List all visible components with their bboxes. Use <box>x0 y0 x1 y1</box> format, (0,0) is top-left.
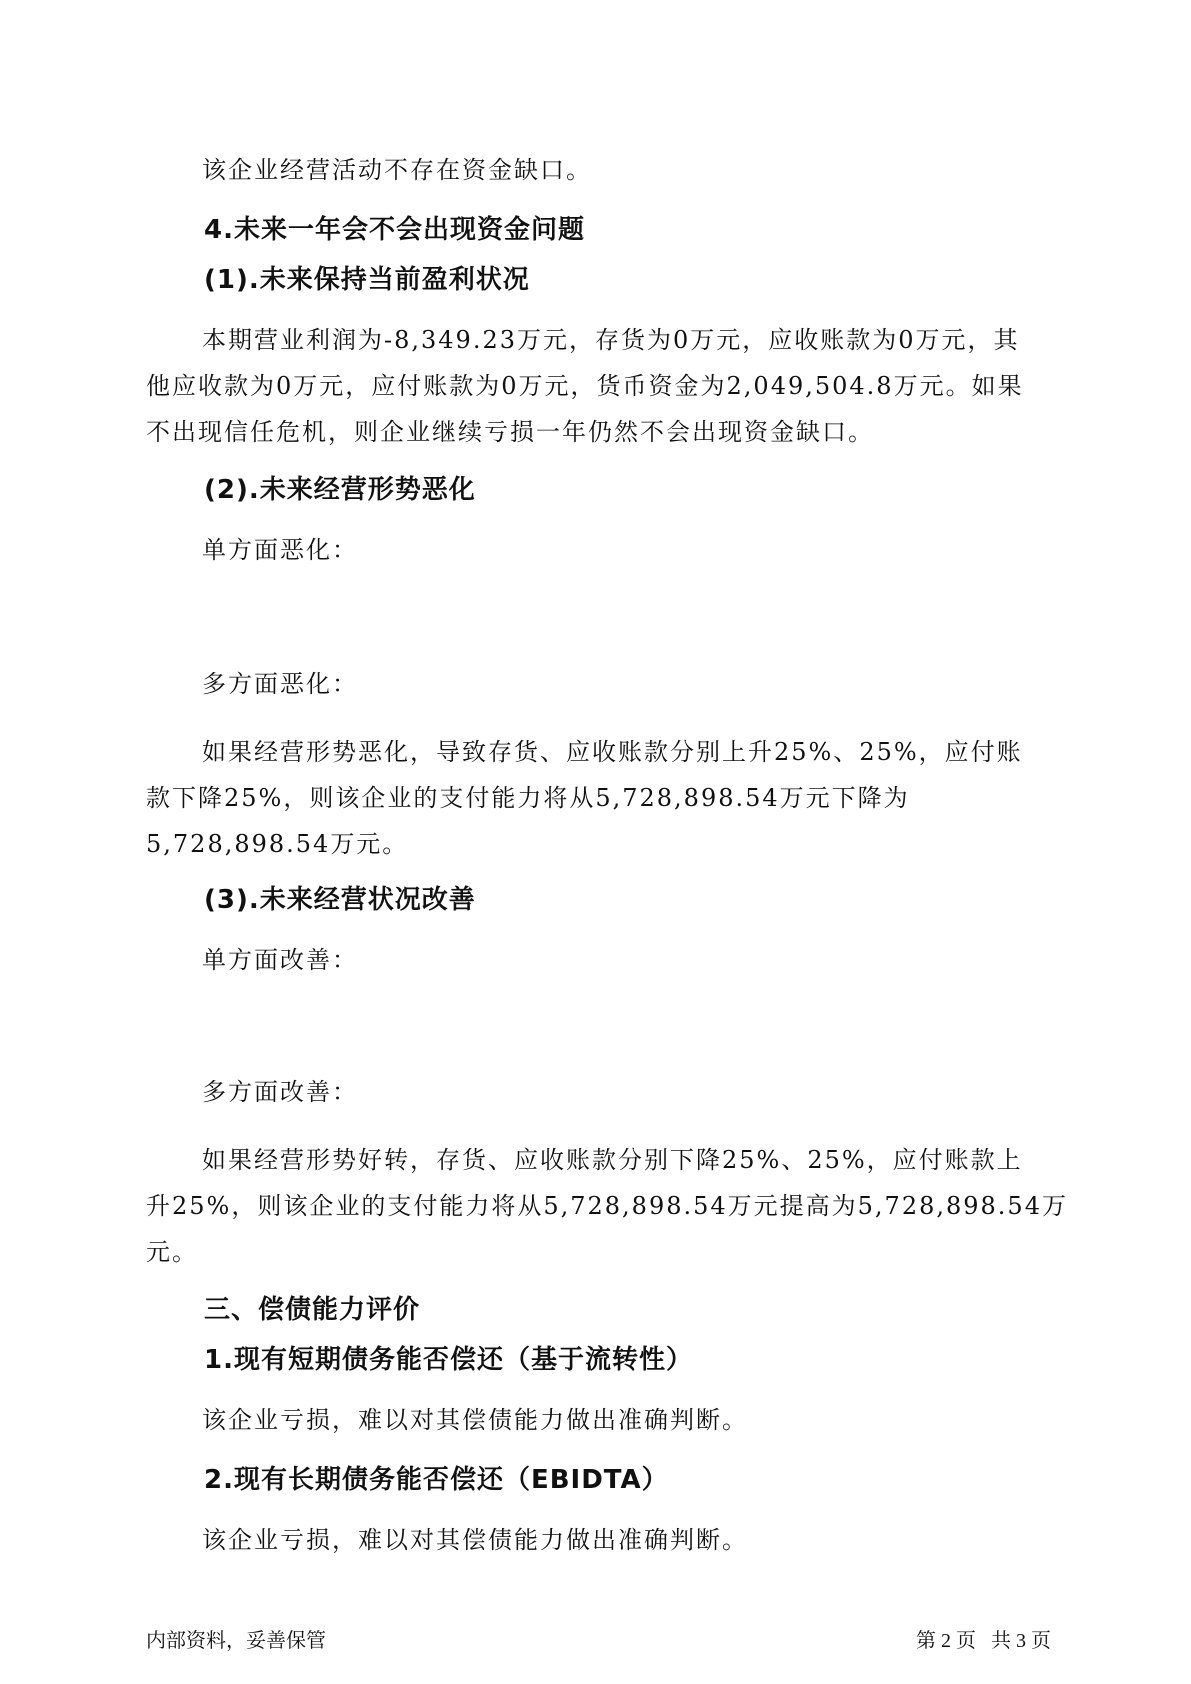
heading-future-funding-issue: 4.未来一年会不会出现资金问题 <box>204 215 585 245</box>
paragraph-deterioration-line-1: 如果经营形势恶化，导致存货、应收账款分别上升25%、25%，应付账 <box>202 738 1023 766</box>
paragraph-long-term-debt: 该企业亏损，难以对其偿债能力做出准确判断。 <box>202 1526 748 1554</box>
heading-solvency-evaluation: 三、偿债能力评价 <box>204 1295 421 1325</box>
footer-confidential-note: 内部资料，妥善保管 <box>146 1630 326 1652</box>
label-multi-deterioration: 多方面恶化： <box>202 670 358 698</box>
heading-long-term-debt: 2.现有长期债务能否偿还（EBIDTA） <box>204 1465 669 1495</box>
paragraph-improvement-line-3: 元。 <box>146 1238 198 1266</box>
paragraph-no-funding-gap: 该企业经营活动不存在资金缺口。 <box>202 156 592 184</box>
paragraph-deterioration-line-3: 5,728,898.54万元。 <box>146 830 409 858</box>
paragraph-improvement-line-2: 升25%，则该企业的支付能力将从5,728,898.54万元提高为5,728,898.54万 <box>146 1192 1068 1220</box>
paragraph-improvement-line-1: 如果经营形势好转，存货、应收账款分别下降25%、25%，应付账款上 <box>202 1146 1023 1174</box>
paragraph-current-profit-line-3: 不出现信任危机，则企业继续亏损一年仍然不会出现资金缺口。 <box>146 418 874 446</box>
heading-improvement: (3).未来经营状况改善 <box>204 885 476 915</box>
paragraph-short-term-debt: 该企业亏损，难以对其偿债能力做出准确判断。 <box>202 1406 748 1434</box>
paragraph-current-profit-line-2: 他应收款为0万元，应付账款为0万元，货币资金为2,049,504.8万元。如果 <box>146 372 1024 400</box>
label-single-deterioration: 单方面恶化： <box>202 536 358 564</box>
paragraph-deterioration-line-2: 款下降25%，则该企业的支付能力将从5,728,898.54万元下降为 <box>146 784 910 812</box>
heading-maintain-profit: (1).未来保持当前盈利状况 <box>204 265 530 295</box>
footer-page-number: 第 2 页 共 3 页 <box>916 1630 1051 1652</box>
heading-short-term-debt: 1.现有短期债务能否偿还（基于流转性） <box>204 1345 693 1375</box>
heading-deterioration: (2).未来经营形势恶化 <box>204 475 476 505</box>
paragraph-current-profit-line-1: 本期营业利润为-8,349.23万元，存货为0万元，应收账款为0万元，其 <box>202 326 1020 354</box>
label-single-improvement: 单方面改善： <box>202 946 358 974</box>
label-multi-improvement: 多方面改善： <box>202 1078 358 1106</box>
